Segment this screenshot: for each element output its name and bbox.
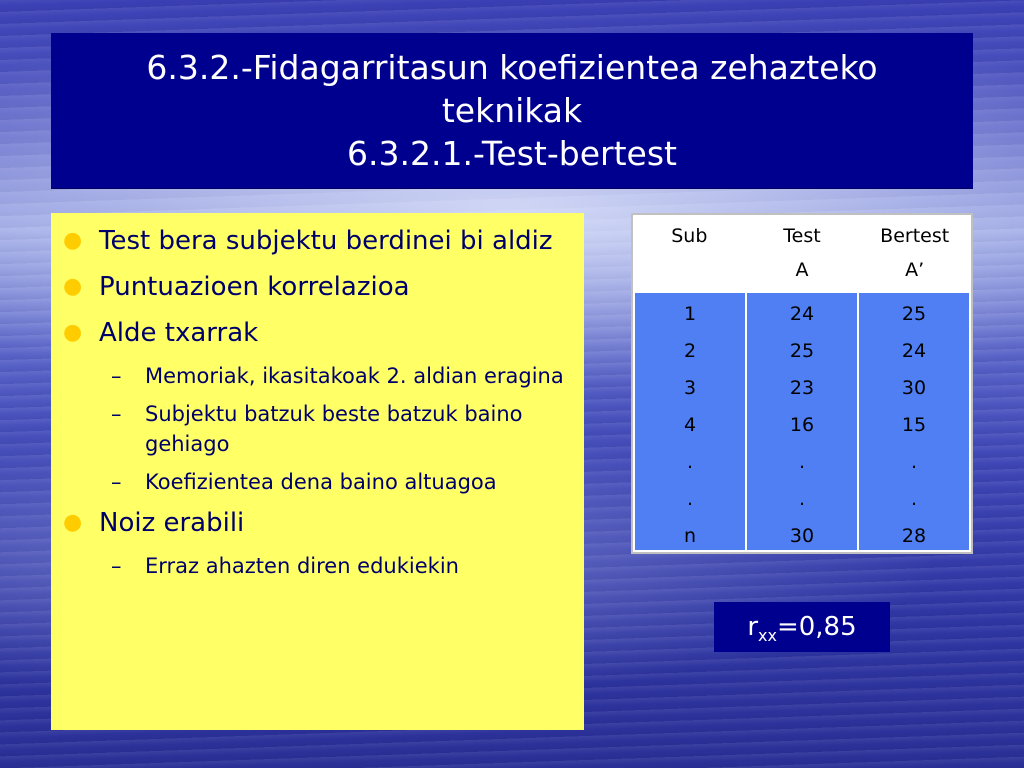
table-cell: 1 [683,303,697,325]
header-test [746,215,859,293]
dash-icon: – [111,402,122,426]
header-bertest [858,215,971,293]
bullet-dot-icon: ● [63,228,83,253]
sub-bullet-text: Koefizientea dena baino altuagoa [145,470,497,494]
table-cell: . [798,488,806,510]
table-cell: . [686,451,694,473]
bullet-dot-icon: ● [63,510,83,535]
table-cell: 15 [901,414,927,436]
table-cell: 4 [683,414,697,436]
sub-bullet-item [63,467,568,497]
column-bertest [857,293,969,550]
header-label: Bertest [880,225,950,247]
header-sub [633,215,746,293]
title-line-2: teknikak [441,91,583,130]
table-cell: n [683,525,697,547]
sub-bullet-item [63,361,568,391]
table-cell: 23 [789,377,815,399]
table-cell: 2 [683,340,697,362]
table-cell: 30 [901,377,927,399]
bullet-text: Test bera subjektu berdinei bi aldiz [99,226,553,256]
sub-bullet-item [63,551,568,581]
coefficient-value: =0,85 [776,612,857,642]
table-cell: 3 [683,377,697,399]
header-label-2: A’ [905,259,925,281]
bullet-item [63,269,568,305]
bullet-list [51,213,584,730]
slide-title [51,33,973,189]
bullet-dot-icon: ● [63,320,83,345]
header-label-2: A [795,259,809,281]
coefficient-subscript: xx [758,626,777,646]
table-cell: 24 [901,340,927,362]
sub-bullet-text: Erraz ahazten diren edukiekin [145,554,459,578]
header-label: Test [783,225,821,247]
table-cell: 25 [789,340,815,362]
score-table [631,213,973,554]
sub-bullet-item [63,399,568,459]
table-body [635,293,969,550]
title-line-3: 6.3.2.1.-Test-bertest [347,134,677,173]
sub-bullet-text: Subjektu batzuk beste batzuk baino gehiago [145,402,523,456]
dash-icon: – [111,364,122,388]
reliability-coefficient [714,602,890,652]
bullet-text: Puntuazioen korrelazioa [99,272,410,302]
title-line-1: 6.3.2.-Fidagarritasun koefizientea zehazteko [146,48,878,87]
bullet-item [63,315,568,351]
header-label: Sub [671,225,708,247]
column-sub [635,293,745,550]
bullet-item [63,223,568,259]
table-cell: 24 [789,303,815,325]
coefficient-symbol: r [747,612,759,642]
table-cell: . [798,451,806,473]
table-cell: . [686,488,694,510]
table-header [633,215,971,293]
table-cell: 16 [789,414,815,436]
table-cell: . [910,451,918,473]
bullet-text: Alde txarrak [99,318,259,348]
table-cell: 28 [901,525,927,547]
table-cell: . [910,488,918,510]
bullet-dot-icon: ● [63,274,83,299]
dash-icon: – [111,470,122,494]
table-cell: 30 [789,525,815,547]
sub-bullet-text: Memoriak, ikasitakoak 2. aldian eragina [145,364,564,388]
bullet-text: Noiz erabili [99,508,245,538]
dash-icon: – [111,554,122,578]
column-test [745,293,857,550]
table-cell: 25 [901,303,927,325]
bullet-item [63,505,568,541]
